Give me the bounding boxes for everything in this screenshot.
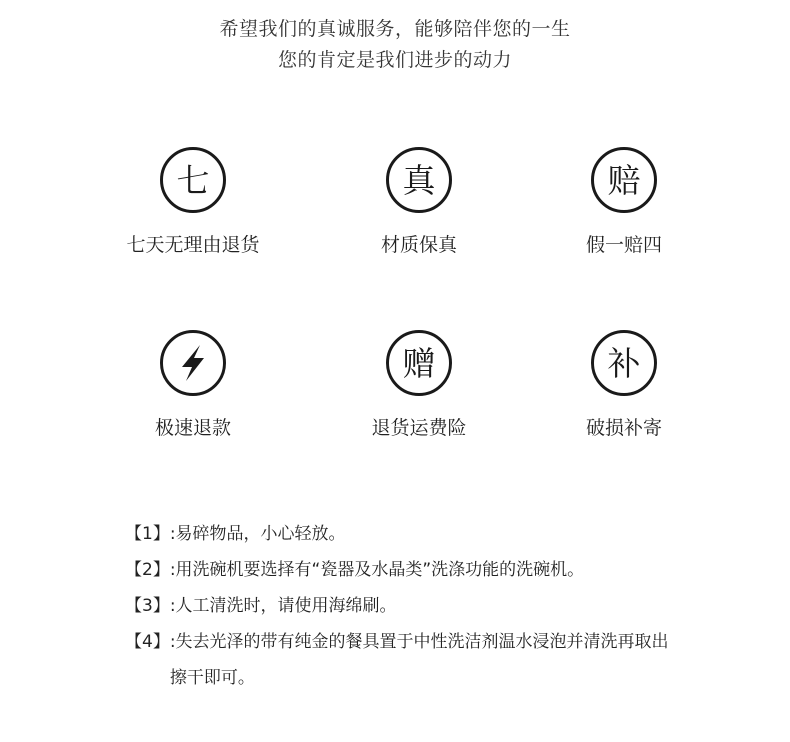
badge-label: 极速退款 xyxy=(154,417,231,439)
note-item xyxy=(125,588,765,624)
note-index: 【3】 xyxy=(125,596,170,616)
compensate-char-icon: 赔 xyxy=(591,147,657,213)
note-item xyxy=(125,516,765,552)
service-badge-return-shipping-insurance xyxy=(319,330,519,440)
note-text: :人工清洗时，请使用海绵刷。 xyxy=(169,596,397,616)
note-item xyxy=(125,552,765,588)
service-badge-fast-refund xyxy=(93,330,293,440)
note-text: :易碎物品，小心轻放。 xyxy=(169,524,346,544)
gift-char-icon: 赠 xyxy=(386,330,452,396)
lightning-icon xyxy=(160,330,226,396)
note-index: 【1】 xyxy=(125,524,170,544)
service-badge-genuine-material xyxy=(319,147,519,257)
badge-label: 退货运费险 xyxy=(371,417,467,439)
badge-label: 假一赔四 xyxy=(585,234,662,256)
note-text: :用洗碗机要选择有“瓷器及水晶类”洗涤功能的洗碗机。 xyxy=(169,560,585,580)
reissue-char-icon: 补 xyxy=(591,330,657,396)
lightning-icon-shape xyxy=(176,343,210,383)
note-text: :失去光泽的带有纯金的餐具置于中性洗洁剂温水浸泡并清洗再取出擦干即可。 xyxy=(169,632,669,688)
badge-label: 七天无理由退货 xyxy=(126,234,260,256)
genuine-char-icon: 真 xyxy=(386,147,452,213)
seven-char-icon: 七 xyxy=(160,147,226,213)
badge-label: 材质保真 xyxy=(380,234,457,256)
note-index: 【4】 xyxy=(125,632,170,652)
header-line-2: 您的肯定是我们进步的动力 xyxy=(277,49,512,71)
header-line-1: 希望我们的真诚服务，能够陪伴您的一生 xyxy=(219,18,571,40)
header xyxy=(0,14,790,76)
note-index: 【2】 xyxy=(125,560,170,580)
service-badge-seven-day-return xyxy=(93,147,293,257)
service-badge-damage-reissue xyxy=(524,330,724,440)
service-badge-fake-compensation xyxy=(524,147,724,257)
care-instructions xyxy=(125,516,765,696)
badge-label: 破损补寄 xyxy=(585,417,662,439)
note-item xyxy=(125,624,765,696)
